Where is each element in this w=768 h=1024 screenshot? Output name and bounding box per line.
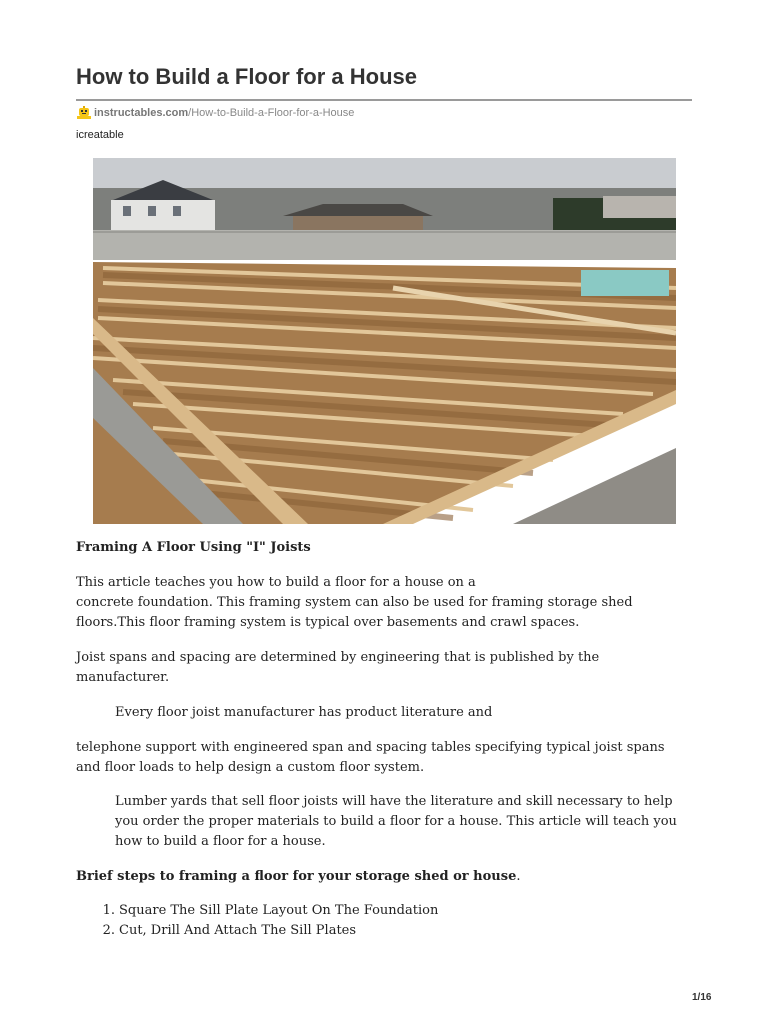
list-item: [96, 921, 438, 941]
floor-joist-framing-photo: [93, 158, 676, 524]
source-path[interactable]: /How-to-Build-a-Floor-for-a-House: [188, 107, 355, 119]
list-item-text: Square The Sill Plate Layout On The Foundation: [119, 903, 439, 918]
list-item-number: 1.: [102, 903, 115, 918]
paragraph-lumber-line-3: how to build a floor for a house.: [115, 834, 326, 849]
steps-list: [96, 901, 438, 941]
steps-heading: [76, 867, 521, 887]
list-item-text: Cut, Drill And Attach The Sill Plates: [119, 923, 357, 938]
list-item: [96, 901, 438, 921]
title-divider: [76, 99, 692, 101]
author-name: icreatable: [76, 129, 124, 141]
paragraph-spans-line-1: Joist spans and spacing are determined by engineering that is published by the: [76, 650, 600, 665]
steps-heading-text: Brief steps to framing a floor for your storage shed or house: [76, 869, 517, 884]
paragraph-intro-line-2: concrete foundation. This framing system can also be used for framing storage shed: [76, 595, 633, 610]
steps-heading-period: .: [516, 869, 521, 884]
paragraph-lumber-line-1: Lumber yards that sell floor joists will have the literature and skill necessary to help: [115, 794, 673, 809]
list-item-number: 2.: [102, 923, 115, 938]
paragraph-lumber-line-2: you order the proper materials to build a floor for a house. This article will teach you: [115, 814, 677, 829]
page-number: 1/16: [692, 992, 712, 1003]
paragraph-literature: Every floor joist manufacturer has product literature and: [115, 705, 493, 720]
paragraph-spans-line-2: manufacturer.: [76, 670, 170, 685]
page-title: How to Build a Floor for a House: [76, 64, 417, 89]
source-domain[interactable]: instructables.com: [94, 107, 189, 119]
source-link[interactable]: [76, 106, 354, 120]
instructables-robot-icon: [76, 106, 92, 120]
paragraph-support-line-2: and floor loads to help design a custom floor system.: [76, 760, 425, 775]
paragraph-intro-line-3: floors.This floor framing system is typical over basements and crawl spaces.: [76, 615, 580, 630]
paragraph-support-line-1: telephone support with engineered span and spacing tables specifying typical joist spans: [76, 740, 665, 755]
paragraph-intro-line-1: This article teaches you how to build a floor for a house on a: [76, 575, 476, 590]
article-heading: Framing A Floor Using "I" Joists: [76, 540, 311, 555]
